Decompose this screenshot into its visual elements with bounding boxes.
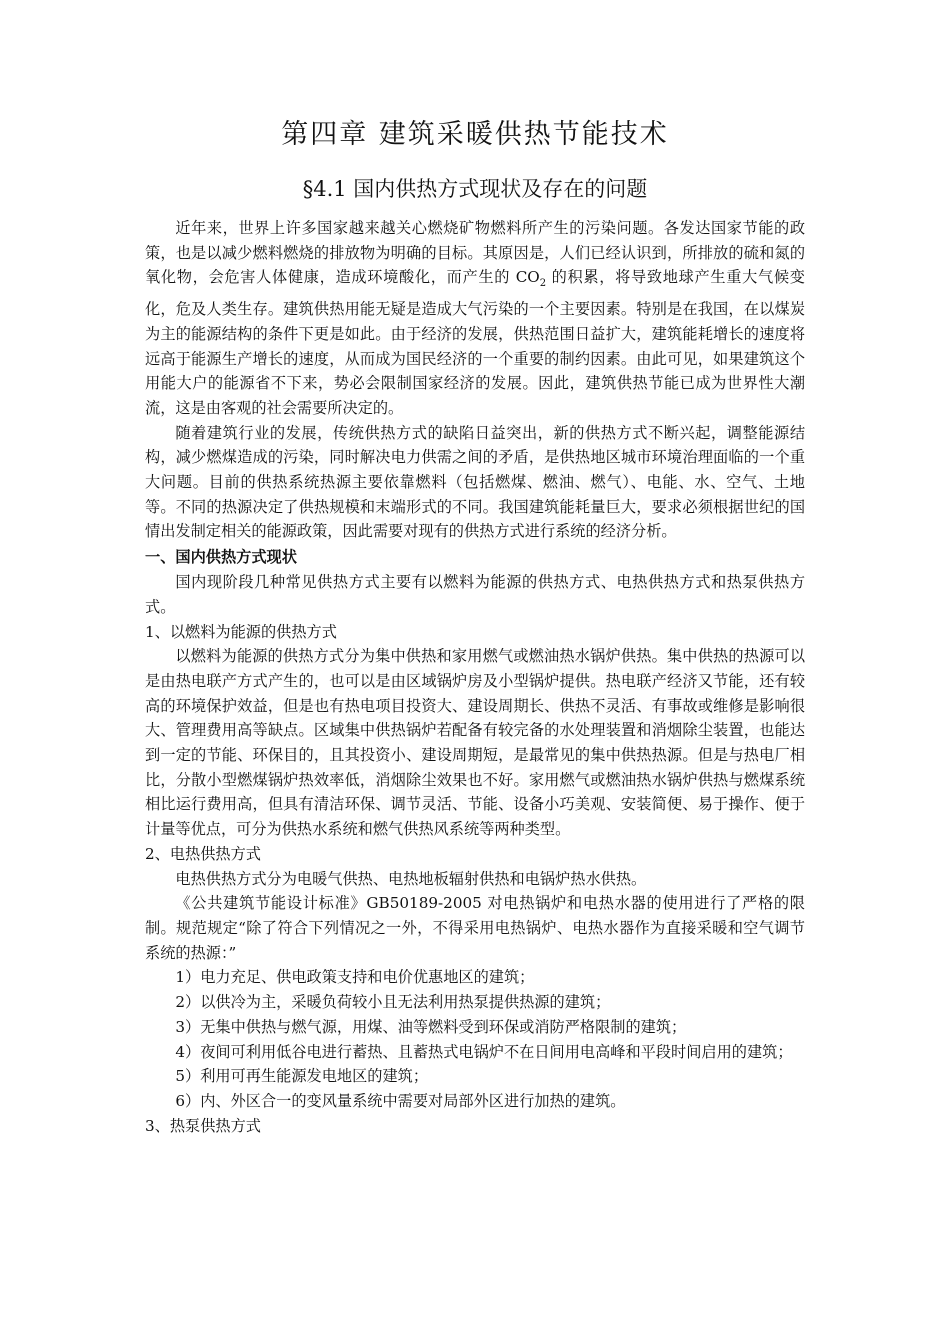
section-title: §4.1 国内供热方式现状及存在的问题 [302,177,648,201]
list-item: 2）以供冷为主，采暖负荷较小且无法利用热泵提供热源的建筑； [175,993,611,1012]
paragraph-development: 随着建筑行业的发展，传统供热方式的缺陷日益突出，新的供热方式不断兴起，调整能源结构，减少燃煤造成的污染，同时解决电力供需之间的矛盾，是供热地区城市环境治理面临的一个重大问题。目前的供热系统热源主要依靠燃料（包括燃煤、燃油、燃气）、电能、水、空气、土地等。不同的热源决定了供热规模和末端形式的不同。我国建筑能耗量巨大，要求必须根据世纪的国情出发制定相关的能源政策，因此需要对现有的供热方式进行系统的经济分析。 [145,423,805,541]
paragraph-electric-heating: 电热供热方式分为电暖气供热、电热地板辐射供热和电锅炉热水供热。 [175,869,647,888]
paragraph-standard: 《公共建筑节能设计标准》GB50189-2005 对电热锅炉和电热水器的使用进行了严格的限制。规范规定“除了符合下列情况之一外，不得采用电热锅炉、电热水器作为直接采暖和空气调节系统的热源：” [145,894,805,962]
subheading-heat-pump: 3、热泵供热方式 [145,1116,261,1135]
paragraph-intro-text-b: 的积累，将导致地球产生重大气候变化，危及人类生存。建筑供热用能无疑是造成大气污染的一个主要因素。特别是在我国，在以煤炭为主的能源结构的条件下更是如此。由于经济的发展，供热范围日益扩大，建筑能耗增长的速度将远高于能源生产增长的速度，从而成为国民经济的一个重要的制约因素。由此可见，如果建筑这个用能大户的能源省不下来，势必会限制国家经济的发展。因此，建筑供热节能已成为世界性大潮流，这是由客观的社会需要所决定的。 [145,268,805,417]
list-item: 1）电力充足、供电政策支持和电价优惠地区的建筑； [175,968,535,987]
subheading-fuel-heating: 1、以燃料为能源的供热方式 [145,622,337,641]
paragraph-intro [145,216,805,421]
list-item: 4）夜间可利用低谷电进行蓄热、且蓄热式电锅炉不在日间用电高峰和平段时间启用的建筑； [175,1042,793,1061]
co2-formula: $CO_2$ [515,268,547,290]
list-item: 6）内、外区合一的变风量系统中需要对局部外区进行加热的建筑。 [175,1091,626,1110]
paragraph-fuel-heating: 以燃料为能源的供热方式分为集中供热和家用燃气或燃油热水锅炉供热。集中供热的热源可以是由热电联产方式产生的，也可以是由区域锅炉房及小型锅炉提供。热电联产经济又节能，还有较高的环境保护效益，但是也有热电项目投资大、建设周期长、供热不灵活、有事故或维修是影响很大、管理费用高等缺点。区域集中供热锅炉若配备有较完备的水处理装置和消烟除尘装置，也能达到一定的节能、环保目的，且其投资小、建设周期短，是最常见的集中供热热源。但是与热电厂相比，分散小型燃煤锅炉热效率低，消烟除尘效果也不好。家用燃气或燃油热水锅炉供热与燃煤系统相比运行费用高，但具有清洁环保、调节灵活、节能、设备小巧美观、安装简便、易于操作、便于计量等优点，可分为供热水系统和燃气供热风系统等两种类型。 [145,647,805,839]
subheading-electric-heating: 2、电热供热方式 [145,844,261,863]
document-body [145,216,805,1138]
heading-domestic-heating-status: 一、国内供热方式现状 [145,548,297,567]
list-item: 3）无集中供热与燃气源，用煤、油等燃料受到环保或消防严格限制的建筑； [175,1017,687,1036]
list-item: 5）利用可再生能源发电地区的建筑； [175,1067,429,1086]
chapter-title: 第四章 建筑采暖供热节能技术 [281,119,669,150]
paragraph-intro-text-a: 近年来，世界上许多国家越来越关心燃烧矿物燃料所产生的污染问题。各发达国家节能的政策，也是以减少燃料燃烧的排放物为明确的目标。其原因是，人们已经认识到，所排放的硫和氮的氧化物，会危害人体健康，造成环境酸化，而产生的 [145,219,805,287]
paragraph-heating-methods: 国内现阶段几种常见供热方式主要有以燃料为能源的供热方式、电热供热方式和热泵供热方式。 [145,573,805,616]
